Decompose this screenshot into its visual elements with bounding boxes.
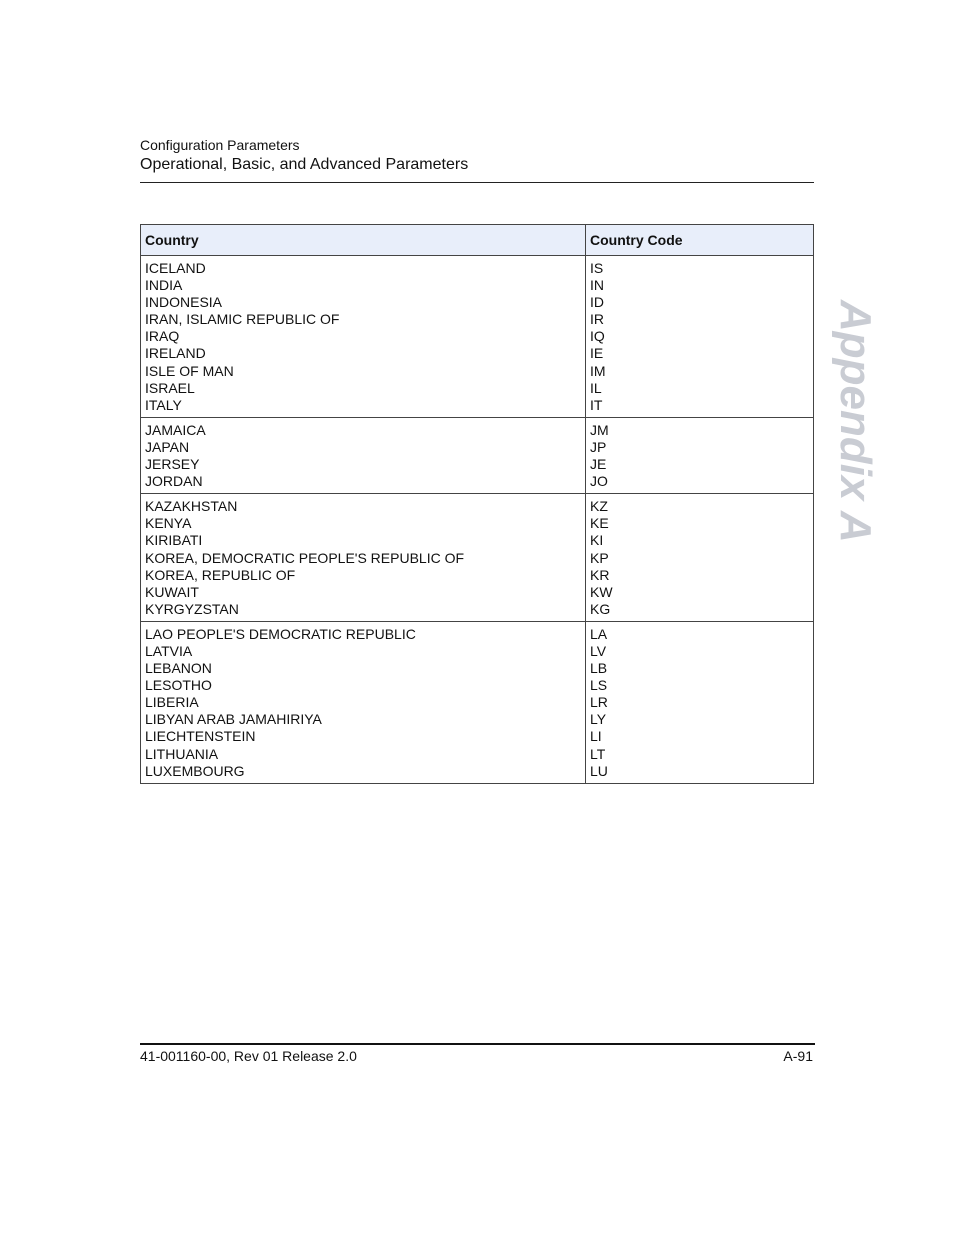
column-header-country-code: Country Code xyxy=(586,225,814,256)
table-row xyxy=(141,256,814,418)
country-code: IN xyxy=(590,277,604,294)
country-name: LAO PEOPLE'S DEMOCRATIC REPUBLIC xyxy=(145,625,416,642)
footer-rule xyxy=(140,1043,815,1045)
appendix-side-tab: Appendix A xyxy=(831,300,880,543)
country-name: ISLE OF MAN xyxy=(145,362,234,379)
column-header-country: Country xyxy=(141,225,586,256)
country-code: KE xyxy=(590,515,609,532)
country-code: LR xyxy=(590,694,608,711)
country-name: ICELAND xyxy=(145,260,206,276)
country-code: IM xyxy=(590,362,606,379)
country-name: LIBYAN ARAB JAMAHIRIYA xyxy=(145,711,322,728)
country-code: IT xyxy=(590,396,603,413)
country-code: IR xyxy=(590,311,604,328)
country-cell xyxy=(141,256,586,418)
country-code: KI xyxy=(590,532,604,549)
country-name: IRAN, ISLAMIC REPUBLIC OF xyxy=(145,311,340,328)
country-code-table xyxy=(140,224,814,784)
country-cell xyxy=(141,417,586,493)
table-row xyxy=(141,417,814,493)
country-name: KENYA xyxy=(145,515,192,532)
country-cell xyxy=(141,494,586,622)
country-name: LITHUANIA xyxy=(145,745,219,762)
country-code-cell xyxy=(586,621,814,783)
footer-page-number: A-91 xyxy=(783,1048,813,1064)
country-name: LESOTHO xyxy=(145,677,212,694)
country-name: INDONESIA xyxy=(145,294,223,311)
country-code: LI xyxy=(590,728,602,745)
country-name: IRAQ xyxy=(145,328,180,345)
country-name: KAZAKHSTAN xyxy=(145,498,238,515)
country-code: KZ xyxy=(590,498,608,515)
country-name: KOREA, REPUBLIC OF xyxy=(145,566,296,583)
country-code: JO xyxy=(590,473,608,490)
country-code: ID xyxy=(590,294,604,311)
country-code: LT xyxy=(590,745,606,762)
country-name: IRELAND xyxy=(145,345,206,362)
country-name: KUWAIT xyxy=(145,583,199,600)
country-code: LU xyxy=(590,762,608,779)
country-name: LIBERIA xyxy=(145,694,199,711)
country-name: INDIA xyxy=(145,277,183,294)
country-code: JM xyxy=(590,421,609,438)
country-name: KYRGYZSTAN xyxy=(145,600,239,617)
country-name: ITALY xyxy=(145,396,182,413)
country-code: LY xyxy=(590,711,607,728)
country-code: LA xyxy=(590,625,608,642)
country-name: ISRAEL xyxy=(145,379,195,396)
country-code: IS xyxy=(590,260,604,276)
country-code: IE xyxy=(590,345,604,362)
country-code: JP xyxy=(590,438,607,455)
country-code: KR xyxy=(590,566,610,583)
country-name: KIRIBATI xyxy=(145,532,203,549)
chapter-title: Configuration Parameters xyxy=(140,137,300,153)
country-name: JAPAN xyxy=(145,438,190,455)
country-code: IQ xyxy=(590,328,605,345)
table-row xyxy=(141,494,814,622)
header-rule xyxy=(140,182,814,183)
country-name: LUXEMBOURG xyxy=(145,762,245,779)
country-code: JE xyxy=(590,456,607,473)
country-code: KW xyxy=(590,583,613,600)
country-code: LB xyxy=(590,660,608,677)
table-row xyxy=(141,621,814,783)
country-name: JAMAICA xyxy=(145,421,206,438)
country-name: JORDAN xyxy=(145,473,203,490)
country-code: KG xyxy=(590,600,611,617)
country-code: KP xyxy=(590,549,609,566)
country-code: LS xyxy=(590,677,608,694)
section-title: Operational, Basic, and Advanced Parameters xyxy=(140,156,469,173)
country-name: JERSEY xyxy=(145,456,200,473)
footer-document-id: 41-001160-00, Rev 01 Release 2.0 xyxy=(140,1048,357,1064)
country-name: KOREA, DEMOCRATIC PEOPLE'S REPUBLIC OF xyxy=(145,549,465,566)
country-code-cell xyxy=(586,417,814,493)
country-name: LEBANON xyxy=(145,660,212,677)
country-code-cell xyxy=(586,256,814,418)
country-code-cell xyxy=(586,494,814,622)
table-header-row xyxy=(141,225,814,256)
country-cell xyxy=(141,621,586,783)
country-name: LIECHTENSTEIN xyxy=(145,728,256,745)
country-name: LATVIA xyxy=(145,642,193,659)
country-code: LV xyxy=(590,642,607,659)
country-code: IL xyxy=(590,379,602,396)
